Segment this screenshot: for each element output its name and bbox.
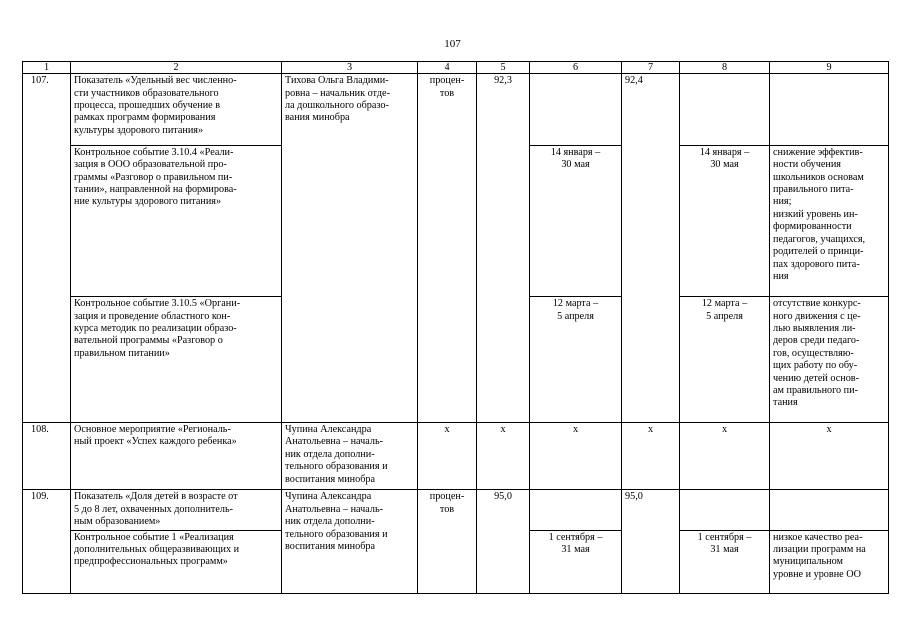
date-fact-cell: 14 января – 30 мая [680,145,770,296]
header-row [23,62,889,74]
row-number: 108. [23,422,71,489]
risk-cell: низкое качество реа- лизации программ на муниципальном уровне и уровне ОО [770,530,889,593]
value-cell: 92,3 [477,74,530,423]
unit-cell: процен- тов [418,490,477,594]
unit-cell: процен- тов [418,74,477,423]
column-header: 8 [680,62,770,74]
value-cell: х [770,422,889,489]
table-row [23,490,889,530]
column-header: 6 [530,62,622,74]
value-cell: х [680,422,770,489]
event-cell: Контрольное событие 3.10.5 «Органи- зация и проведение областного кон- курса методик по реализации образо- вательной программы «Разговор о правильном питании» [71,297,282,423]
empty-cell [770,490,889,530]
empty-cell [680,74,770,146]
risk-cell: снижение эффектив- ности обучения школьников основам правильного пита- ния; низкий уровень ин- формированности педагогов, учащихся, родителей о принци- пах здорового пита- ния [770,145,889,296]
table-row [23,74,889,146]
indicator-cell: Показатель «Доля детей в возрасте от 5 до 8 лет, охваченных дополнитель- ным образованием» [71,490,282,530]
responsible-cell: Тихова Ольга Владими- ровна – начальник отде- ла дошкольного образо- вания минобра [282,74,418,423]
column-header: 4 [418,62,477,74]
empty-cell [770,74,889,146]
column-header: 2 [71,62,282,74]
value-cell: х [622,422,680,489]
date-fact-cell: 12 марта – 5 апреля [680,297,770,423]
value-cell: 95,0 [622,490,680,594]
column-header: 7 [622,62,680,74]
plan-table [22,61,889,594]
value-cell: х [477,422,530,489]
empty-cell [680,490,770,530]
value-cell: х [418,422,477,489]
indicator-cell: Основное мероприятие «Региональ- ный проект «Успех каждого ребенка» [71,422,282,489]
empty-cell [530,74,622,146]
row-number: 107. [23,74,71,423]
row-number: 109. [23,490,71,594]
date-plan-cell: 1 сентября – 31 мая [530,530,622,593]
event-cell: Контрольное событие 1 «Реализация дополнительных общеразвивающих и предпрофессиональных программ» [71,530,282,593]
column-header: 5 [477,62,530,74]
value-cell: 95,0 [477,490,530,594]
column-header: 1 [23,62,71,74]
responsible-cell: Чупина Александра Анатольевна – началь- ник отдела дополни- тельного образования и воспитания минобра [282,422,418,489]
value-cell: 92,4 [622,74,680,423]
date-plan-cell: 14 января – 30 мая [530,145,622,296]
column-header: 9 [770,62,889,74]
page-number: 107 [444,38,461,50]
responsible-cell: Чупина Александра Анатольевна – началь- ник отдела дополни- тельного образования и воспитания минобра [282,490,418,594]
value-cell: х [530,422,622,489]
event-cell: Контрольное событие 3.10.4 «Реали- зация в ООО образовательной про- граммы «Разговор о правильном пи- тании», направленной на формирова- ние культуры здорового питания» [71,145,282,296]
date-fact-cell: 1 сентября – 31 мая [680,530,770,593]
column-header: 3 [282,62,418,74]
risk-cell: отсутствие конкурс- ного движения с це- лью выявления ли- деров среди педаго- гов, осуществляю- щих работу по обу- чению детей основ- ам правильного пи- тания [770,297,889,423]
date-plan-cell: 12 марта – 5 апреля [530,297,622,423]
table-row [23,422,889,489]
empty-cell [530,490,622,530]
indicator-cell: Показатель «Удельный вес численно- сти участников образовательного процесса, прошедших обучение в рамках программ формирования культуры здорового питания» [71,74,282,146]
